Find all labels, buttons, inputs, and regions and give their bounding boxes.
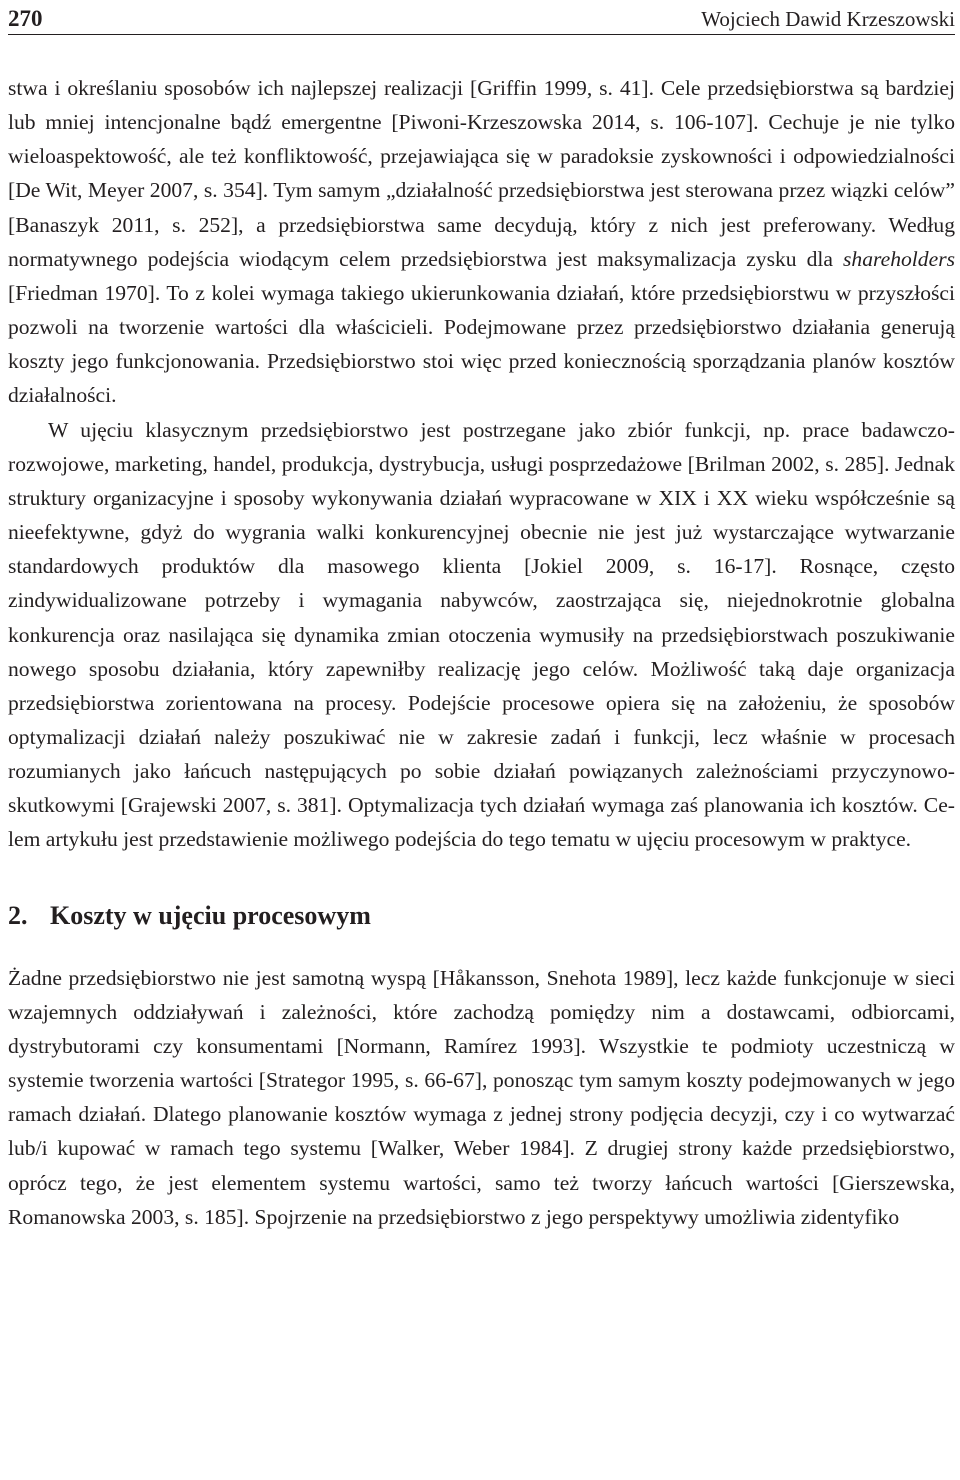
page-number: 270 [8, 6, 43, 31]
emphasis-term: shareholders [843, 246, 955, 271]
section-number: 2. [8, 900, 28, 930]
paragraph: stwa i określaniu sposobów ich najlepszej realizacji [Griffin 1999, s. 41]. Cele przedsiębiorstwa są bardziej lub mniej intencjonalne bądź emergentne [Piwoni-Krzeszowska 2014, s. 106-107]. Cechuje je nie tylko wieloaspektowość, ale też konfliktowość, przejawiająca się w paradoksie zyskowności i odpowiedzialności [De Wit, Meyer 2007, s. 354]. Tym samym „działalność przedsiębiorstwa jest sterowana przez wiązki celów” [Banaszyk 2011, s. 252], a przedsiębiorstwa same decydują, który z nich jest preferowany. Według normatywnego podejścia wiodącym celem przedsiębiorstwa jest maksymalizacja zysku dla shareholders [Friedman 1970]. To z kolei wymaga takiego ukierunkowania działań, które przedsiębiorstwu w przyszłości pozwoli na tworzenie wartości dla właścicieli. Podejmowane przez przedsiębiorstwo działania generują koszty jego funkcjonowania. Przedsiębiorstwo stoi więc przed koniecznością sporządzania planów kosztów działalności. [8, 76, 955, 408]
body-text-after-section [8, 961, 955, 1234]
body-text-before-section [8, 71, 955, 857]
paragraph: W ujęciu klasycznym przedsiębiorstwo jest postrzegane jako zbiór funkcji, np. prace badawczo-rozwojowe, marketing, handel, produkcja, dystrybucja, usługi posprzedażowe [Brilman 2002, s. 285]. Jednak struktury organizacyjne i sposoby wykonywania działań wypracowane w XIX i XX wieku współcześnie są nieefektywne, gdyż do wygrania walki konkurencyjnej obecnie nie jest już wystarczające wytwarzanie standardowych produktów dla masowego klienta [Jokiel 2009, s. 16-17]. Rosnące, często zindywidualizowane potrzeby i wymagania nabywców, zaostrzająca się, niejednokrotnie globalna konkurencja oraz nasilająca się dynamika zmian otoczenia wymusiły na przedsiębiorstwach poszukiwanie nowego sposobu działania, który zapewniłby realizację jego celów. Możliwość taką daje organizacja przedsiębiorstwa zorientowana na procesy. Podejście procesowe opiera się na założeniu, że sposobów optymalizacji działań należy poszukiwać nie w zakresie zadań i funkcji, lecz właśnie w procesach rozumianych jako łańcuch następujących po sobie działań powiązanych zależnościami przyczynowo-skutkowymi [Grajewski 2007, s. 381]. Optymalizacja tych działań wymaga zaś planowania ich kosztów. Celem artykułu jest przedstawienie możliwego podejścia do tego tematu w ujęciu procesowym w praktyce. [8, 417, 955, 852]
running-header [8, 0, 955, 35]
running-head-author: Wojciech Dawid Krzeszowski [701, 7, 955, 31]
section-title: Koszty w ujęciu procesowym [50, 900, 371, 930]
section-heading [8, 899, 955, 933]
book-page [8, 0, 955, 1234]
paragraph: Żadne przedsiębiorstwo nie jest samotną wyspą [Håkansson, Snehota 1989], lecz każde funkcjonuje w sieci wzajemnych oddziaływań i zależności, które zachodzą pomiędzy nim a dostawcami, odbiorcami, dystrybutorami czy konsumentami [Normann, Ramírez 1993]. Wszystkie te podmioty uczestniczą w systemie tworzenia wartości [Strategor 1995, s. 66-67], ponosząc tym samym koszty podejmowanych w jego ramach działań. Dlatego planowanie kosztów wymaga z jednej strony podjęcia decyzji, czy i co wytwarzać lub/i kupować w ramach tego systemu [Walker, Weber 1984]. Z drugiej strony każde przedsiębiorstwo, oprócz tego, że jest elementem systemu wartości, samo też tworzy łańcuch wartości [Gierszewska, Romanowska 2003, s. 185]. Spojrzenie na przedsiębiorstwo z jego perspektywy umożliwia zidentyfiko [8, 965, 955, 1229]
